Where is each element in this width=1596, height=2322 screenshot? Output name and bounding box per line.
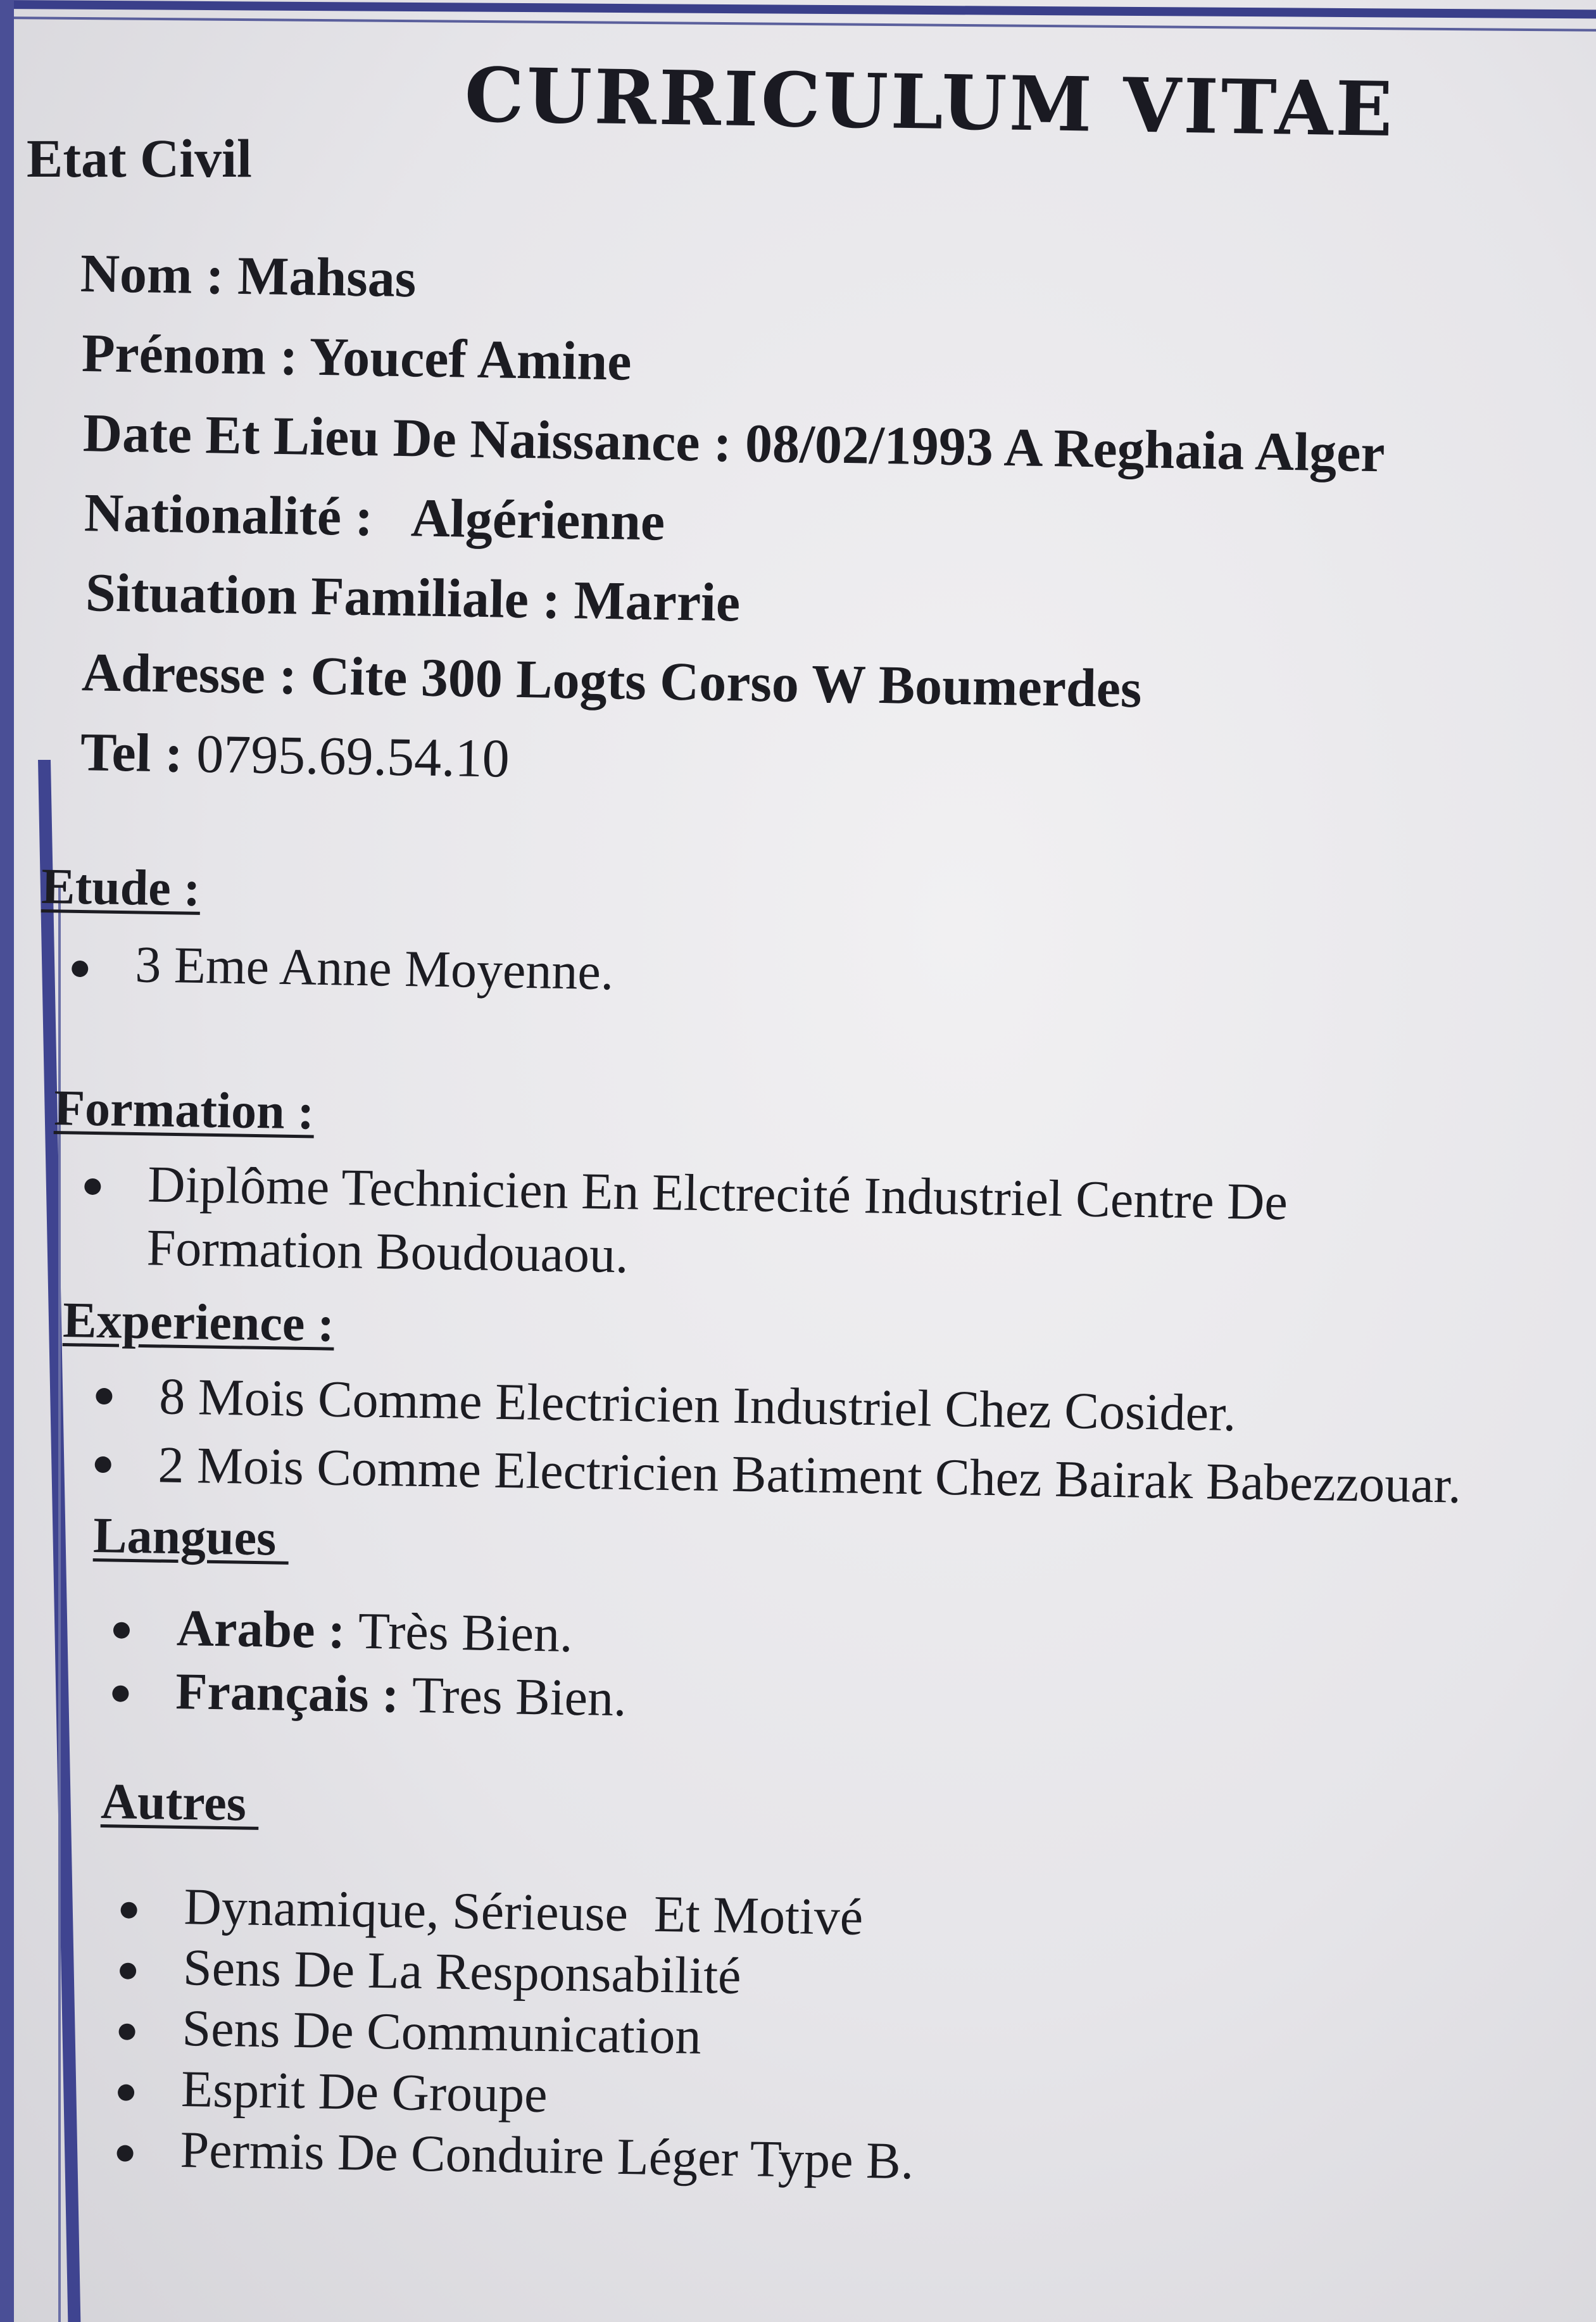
language-level: Tres Bien.: [412, 1665, 627, 1727]
situation-value: Marrie: [573, 569, 741, 633]
etat-civil-block: [72, 233, 1388, 812]
language-separator: :: [368, 1665, 413, 1724]
nom-label: Nom :: [80, 242, 239, 306]
experience-section: [60, 1292, 1464, 1520]
formation-heading: Formation :: [53, 1080, 315, 1140]
list-item: Sens De La Responsabilité: [100, 1936, 917, 2009]
list-item: [94, 1595, 628, 1667]
list-item: Sens De Communication: [99, 1997, 916, 2070]
adresse-value: Cite 300 Logts Corso W Boumerdes: [310, 645, 1143, 719]
language-level: Très Bien.: [358, 1601, 574, 1663]
list-item: Diplôme Technicien En Elctrecité Industriel Centre De Formation Boudouaou.: [64, 1151, 1414, 1299]
naissance-value: 08/02/1993 A Reghaia Alger: [745, 412, 1386, 484]
experience-heading: Experience :: [62, 1292, 335, 1353]
prenom-value: Youcef Amine: [309, 325, 632, 392]
list-item: Permis De Conduire Léger Type B.: [97, 2118, 914, 2192]
top-border: [0, 0, 1596, 18]
etude-section: [40, 858, 615, 1002]
etude-list: [53, 933, 614, 1002]
langues-section: [91, 1507, 629, 1730]
list-item: Dynamique, Sérieuse Et Motivé: [101, 1875, 918, 1948]
situation-label: Situation Familiale :: [85, 562, 575, 631]
prenom-label: Prénom :: [81, 322, 310, 387]
language-separator: :: [314, 1601, 359, 1660]
list-item: Esprit De Groupe: [98, 2057, 915, 2131]
naissance-label: Date Et Lieu De Naissance :: [82, 402, 746, 474]
list-item: 2 Mois Comme Electricien Batiment Chez Bairak Babezzouar.: [75, 1429, 1462, 1519]
tel-value: 0795.69.54.10: [196, 722, 510, 789]
formation-section: [51, 1080, 1416, 1299]
nationalite-value: Algérienne: [410, 487, 665, 552]
autres-list: [97, 1875, 918, 2192]
adresse-label: Adresse :: [81, 641, 311, 706]
language-name: Français: [175, 1662, 370, 1723]
language-name: Arabe: [176, 1599, 316, 1659]
list-item: 8 Mois Comme Electricien Industriel Chez Cosider.: [77, 1361, 1463, 1451]
tel-label: Tel :: [80, 721, 198, 784]
langues-list: [93, 1595, 628, 1730]
nom-value: Mahsas: [237, 244, 417, 309]
left-border: [0, 0, 14, 2322]
formation-list: [64, 1151, 1414, 1299]
etude-heading: Etude :: [41, 858, 201, 917]
list-item: [93, 1658, 627, 1730]
autres-section: [95, 1773, 920, 2192]
document-title: CURRICULUM VITAE: [463, 51, 1396, 154]
langues-heading: Langues: [92, 1507, 289, 1567]
experience-list: [75, 1361, 1463, 1519]
list-item: 3 Eme Anne Moyenne.: [53, 933, 614, 1002]
etat-civil-heading: Etat Civil: [27, 128, 252, 189]
autres-heading: Autres: [100, 1773, 260, 1832]
nationalite-label: Nationalité :: [84, 482, 412, 548]
top-border-line: [0, 16, 1596, 32]
